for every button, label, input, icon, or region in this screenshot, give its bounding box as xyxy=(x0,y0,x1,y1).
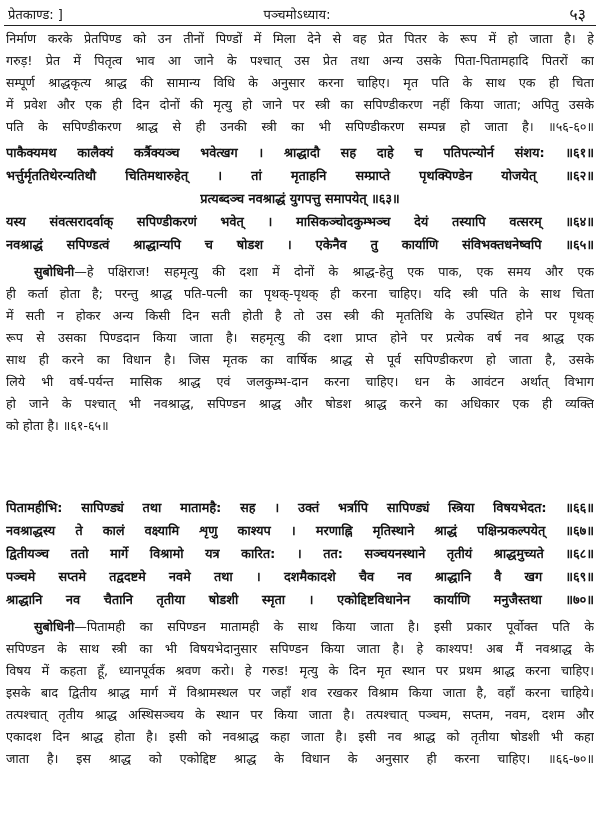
verse-line: नवश्राद्धं सपिण्डत्वं श्राद्धान्यपि च षोडश । एकेनैव तु कार्याणि संविभक्तधनेष्वपि ॥६५॥ xyxy=(6,238,594,253)
prose-line: ही कर्ता होता है; परन्तु श्राद्ध पति-पत्नी का पृथक्-पृथक् ही करना चाहिए। यदि स्त्री पति के साथ चिता xyxy=(6,286,594,301)
prose-line: लिये भी वर्ष-पर्यन्त मासिक श्राद्ध एवं जलकुम्भ-दान करना चाहिए। धन के आवंटन अर्थात् विभाग xyxy=(6,374,594,389)
prose-line: तत्पश्चात् तृतीय श्राद्ध अस्थिसञ्चय के स्थान पर किया जाता है। तत्पश्चात् पञ्चम, सप्तम, नवम, दशम और xyxy=(6,707,594,722)
verse-line: पाकैक्यमथ कालैक्यं कर्त्रैक्यञ्च भवेत्खग । श्राद्धादौ सह दाहे च पतिपत्न्योर्न संशय: ॥६१॥ xyxy=(6,146,594,161)
commentary-label: सुबोधिनी xyxy=(34,264,75,279)
prose-line: में सती न होकर अन्य किसी दिन सती होती है तो उस स्त्री की मृततिथि के उपस्थित होने पर पृथक् xyxy=(6,308,594,323)
page-number: ५३ xyxy=(569,5,586,24)
commentary-first-line xyxy=(6,261,594,283)
verse-line: द्वितीयञ्च ततो मार्गे विश्रामो यत्र कारित: । तत: सञ्चयनस्थाने तृतीयं श्राद्धमुच्यते ॥६८॥ xyxy=(6,547,594,562)
chapter-title: पञ्चमोऽध्याय: xyxy=(263,8,331,23)
prose-line: हो जाने के पश्चात् भी नवश्राद्ध, सपिण्डन श्राद्ध और षोडश श्राद्ध करने का अधिकार एक ही व्यक्ति xyxy=(6,396,594,411)
prose-line: को होता है। ॥६१-६५॥ xyxy=(6,418,109,433)
verse-line: श्राद्धानि नव चैतानि तृतीया षोडशी स्मृता । एकोद्दिष्टविधानेन कार्याणि मनुजैस्तथा ॥७०॥ xyxy=(6,593,594,608)
prose-line: रूप से उसका पिण्डदान किया जाता है। सहमृत्यु की दशा प्राप्त होने पर प्रत्येक वर्ष नव श्राद्ध एक xyxy=(6,330,594,345)
commentary-61-65 xyxy=(6,261,594,437)
prose-line: सपिण्डन के साथ स्त्री का भी विषयभेदानुसार सपिण्डन किया जाता है। हे काश्यप! अब मैं नवश्राद्ध के xyxy=(6,641,594,656)
header-rule xyxy=(4,25,596,26)
prose-line: पति के सपिण्डीकरण श्राद्ध से ही उनकी स्त्री का भी सपिण्डीकरण सम्पन्न हो जाता है। ॥५६-६०॥ xyxy=(6,119,594,134)
prose-line: विषय में कहता हूँ, ध्यानपूर्वक श्रवण करो। हे गरुड! मृत्यु के दिन मृत स्थान पर प्रथम श्राद्ध करना चाहिए। xyxy=(6,663,594,678)
verse-line: प्रत्यब्दञ्च नवश्राद्धं युगपत्तु समापयेत् ॥६३॥ xyxy=(200,192,400,207)
prose-line: निर्माण करके प्रेतपिण्ड को उन तीनों पिण्डों में मिला देने से वह प्रेत पितर के रूप में हो जाता है। हे xyxy=(6,31,594,46)
verse-line: भर्त्तुर्मृततिथेरन्यतिथौ चितिमथारुहेत् । तां मृताहनि सम्प्राप्ते पृथक्पिण्डेन योजयेत् ॥६२॥ xyxy=(6,169,594,184)
prose-line: में प्रवेश और एक ही दिन दोनों की मृत्यु हो जाने पर स्त्री का सपिण्डीकरण नहीं किया जाता; अपितु उसके xyxy=(6,97,594,112)
commentary-first-line xyxy=(6,616,594,638)
prose-line: साथ ही करने का विधान है। जिस मृतक का वार्षिक श्राद्ध से पूर्व सपिण्डीकरण हो जाता है, उसके xyxy=(6,352,594,367)
commentary-66-70 xyxy=(6,616,594,770)
prose-line: जाता है। इस श्राद्ध को एकोद्दिष्ट श्राद्ध के विधान के अनुसार ही करना चाहिए। ॥६६-७०॥ xyxy=(6,751,594,766)
prose-line: सम्पूर्ण श्राद्धकृत्य श्राद्ध की सामान्य विधि के अनुसार करना चाहिए। मृत पति के साथ एक ही चिता xyxy=(6,75,594,90)
commentary-label: सुबोधिनी xyxy=(34,619,75,634)
verse-block-61-65 xyxy=(6,142,594,257)
commentary-text: —पितामही का सपिण्डन मातामही के साथ किया जाता है। इसी प्रकार पूर्वोक्त पति के xyxy=(74,619,594,634)
page-header xyxy=(4,2,590,24)
commentary-text: —हे पक्षिराज! सहमृत्यु की दशा में दोनों के श्राद्ध-हेतु एक पाक, एक समय और एक xyxy=(74,264,594,279)
prose-line: गरुड़! प्रेत में पितृत्व भाव आ जाने के पश्चात् उस प्रेत तथा अन्य उसके पिता-पितामहादि पितरों का xyxy=(6,53,594,68)
prose-line: एकादश दिन श्राद्ध होता है। इसी को नवश्राद्ध कहा जाता है। इसी नव श्राद्ध को तृतीया षोडशी भी कहा xyxy=(6,729,594,744)
prose-line: इसके बाद द्वितीय श्राद्ध मार्ग में विश्रामस्थल पर जहाँ शव रखकर विश्राम किया जाता है, वहाँ करना चाहिये। xyxy=(6,685,594,700)
verse-block-66-70 xyxy=(6,497,594,612)
verse-line: पञ्चमे सप्तमे तद्वदष्टमे नवमे तथा । दशमैकादशे चैव नव श्राद्धानि वै खग ॥६९॥ xyxy=(6,570,594,585)
verse-line: नवश्राद्धस्य ते कालं वक्ष्यामि शृणु काश्यप । मरणाह्नि मृतिस्थाने श्राद्धं पक्षिन्प्रकल्पयेत् ॥६७॥ xyxy=(6,524,594,539)
verse-line: यस्य संवत्सरादर्वाक् सपिण्डीकरणं भवेत् । मासिकञ्चोदकुम्भञ्च देयं तस्यापि वत्सरम् ॥६४॥ xyxy=(6,215,594,230)
verse-line: पितामहीभि: सापिण्ड्यं तथा मातामहै: सह । उक्तं भर्त्रापि सापिण्ड्यं स्त्रिया विषयभेदत: ॥६६॥ xyxy=(6,501,594,516)
prose-paragraph-1 xyxy=(6,28,594,138)
section-title: प्रेतकाण्ड: ] xyxy=(8,8,63,23)
